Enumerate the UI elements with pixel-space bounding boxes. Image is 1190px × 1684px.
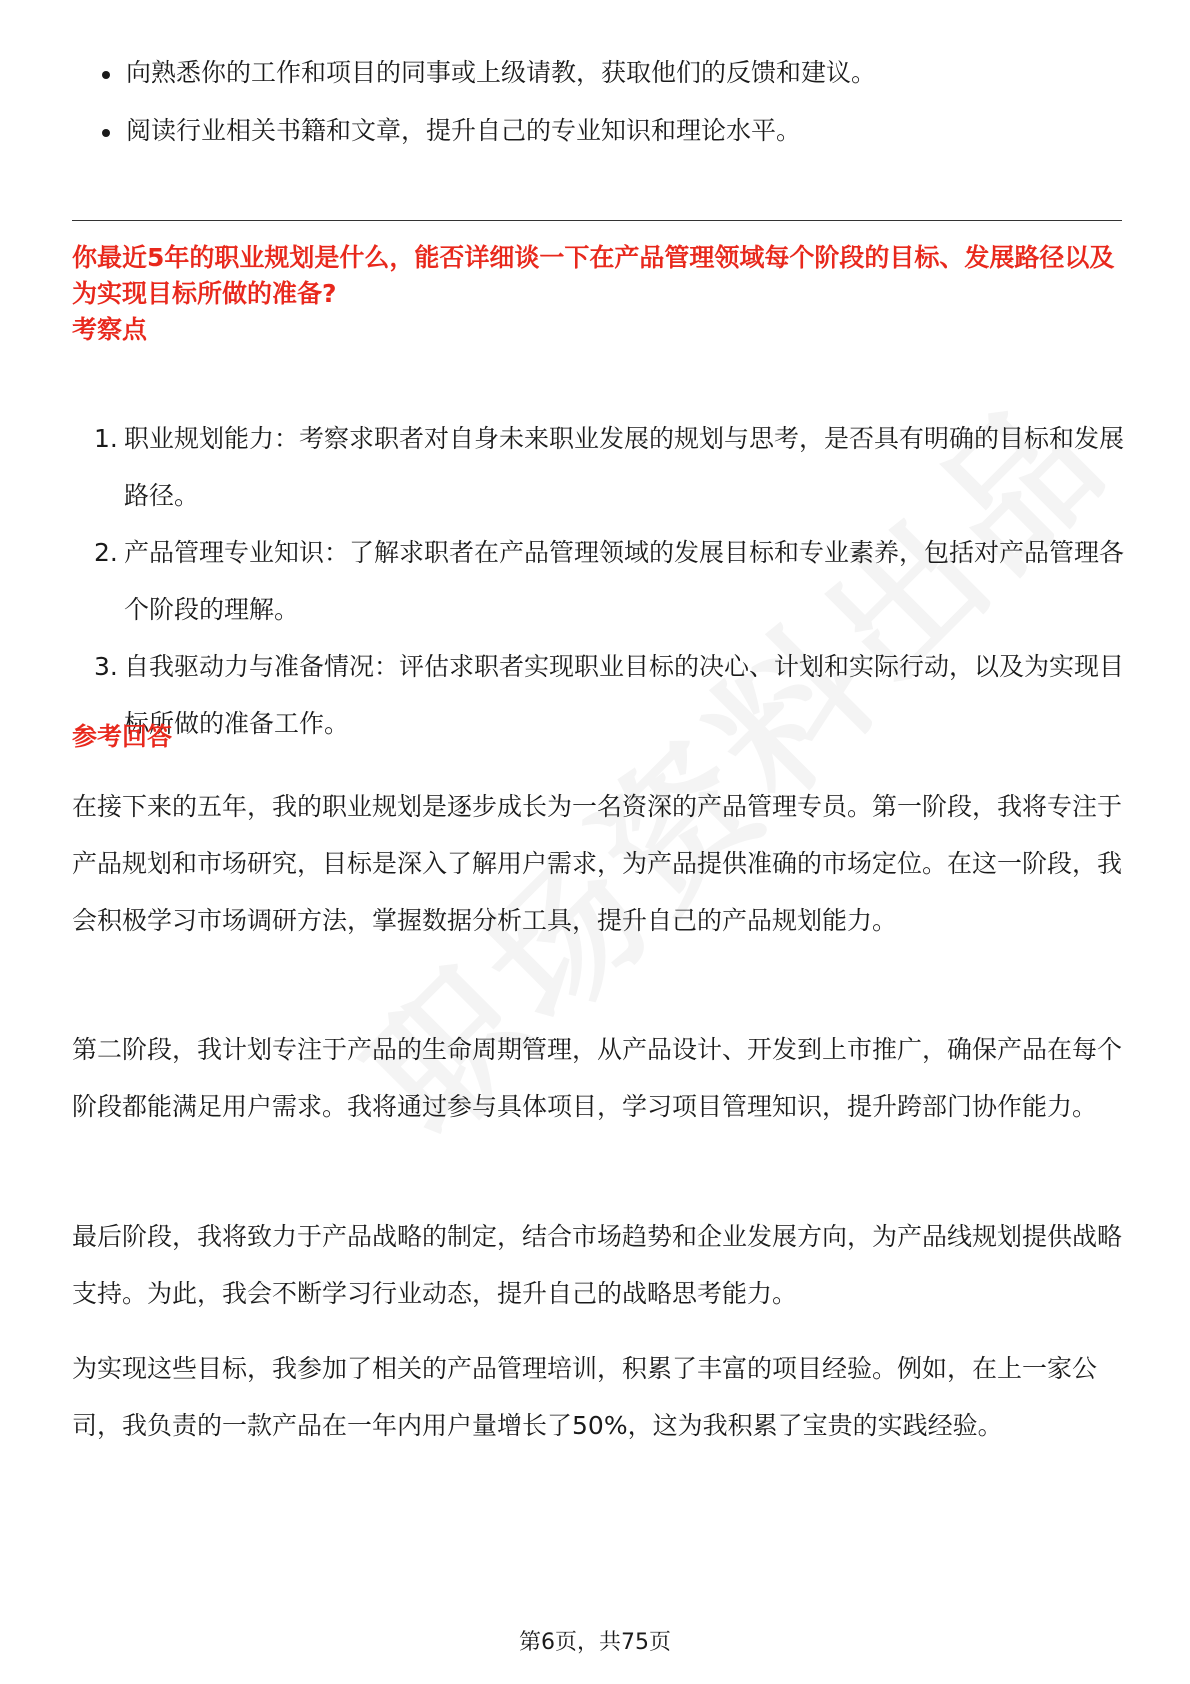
question-heading: 你最近5年的职业规划是什么，能否详细谈一下在产品管理领域每个阶段的目标、发展路径以及为实现目标所做的准备? <box>72 243 1115 308</box>
point-item <box>72 410 1132 524</box>
point-text: 自我驱动力与准备情况：评估求职者实现职业目标的决心、计划和实际行动，以及为实现目标所做的准备工作。 <box>124 652 1125 738</box>
point-number: 2. <box>94 538 118 567</box>
answer-paragraph: 为实现这些目标，我参加了相关的产品管理培训，积累了丰富的项目经验。例如，在上一家公司，我负责的一款产品在一年内用户量增长了50%，这为我积累了宝贵的实践经验。 <box>72 1354 1098 1440</box>
answer-paragraph: 在接下来的五年，我的职业规划是逐步成长为一名资深的产品管理专员。第一阶段，我将专注于产品规划和市场研究，目标是深入了解用户需求，为产品提供准确的市场定位。在这一阶段，我会积极学习市场调研方法，掌握数据分析工具，提升自己的产品规划能力。 <box>72 792 1123 935</box>
answer-paragraph: 最后阶段，我将致力于产品战略的制定，结合市场趋势和企业发展方向，为产品线规划提供战略支持。为此，我会不断学习行业动态，提升自己的战略思考能力。 <box>72 1222 1123 1308</box>
page-footer: 第6页，共75页 <box>519 1630 671 1655</box>
answer-paragraph: 第二阶段，我计划专注于产品的生命周期管理，从产品设计、开发到上市推广，确保产品在每个阶段都能满足用户需求。我将通过参与具体项目，学习项目管理知识，提升跨部门协作能力。 <box>72 1035 1123 1121</box>
bullet-list <box>72 58 1122 174</box>
bullet-item: 向熟悉你的工作和项目的同事或上级请教，获取他们的反馈和建议。 <box>72 58 1122 88</box>
point-text: 职业规划能力：考察求职者对自身未来职业发展的规划与思考，是否具有明确的目标和发展路径。 <box>124 424 1125 510</box>
points-list <box>72 410 1132 752</box>
point-number: 3. <box>94 652 118 681</box>
point-text: 产品管理专业知识：了解求职者在产品管理领域的发展目标和专业素养，包括对产品管理各个阶段的理解。 <box>124 538 1125 624</box>
section-divider <box>72 220 1122 221</box>
point-item <box>72 638 1132 752</box>
point-number: 1. <box>94 424 118 453</box>
section-title-answer: 参考回答 <box>72 722 173 751</box>
point-item <box>72 524 1132 638</box>
section-title-points: 考察点 <box>72 315 148 344</box>
bullet-item: 阅读行业相关书籍和文章，提升自己的专业知识和理论水平。 <box>72 116 1122 146</box>
